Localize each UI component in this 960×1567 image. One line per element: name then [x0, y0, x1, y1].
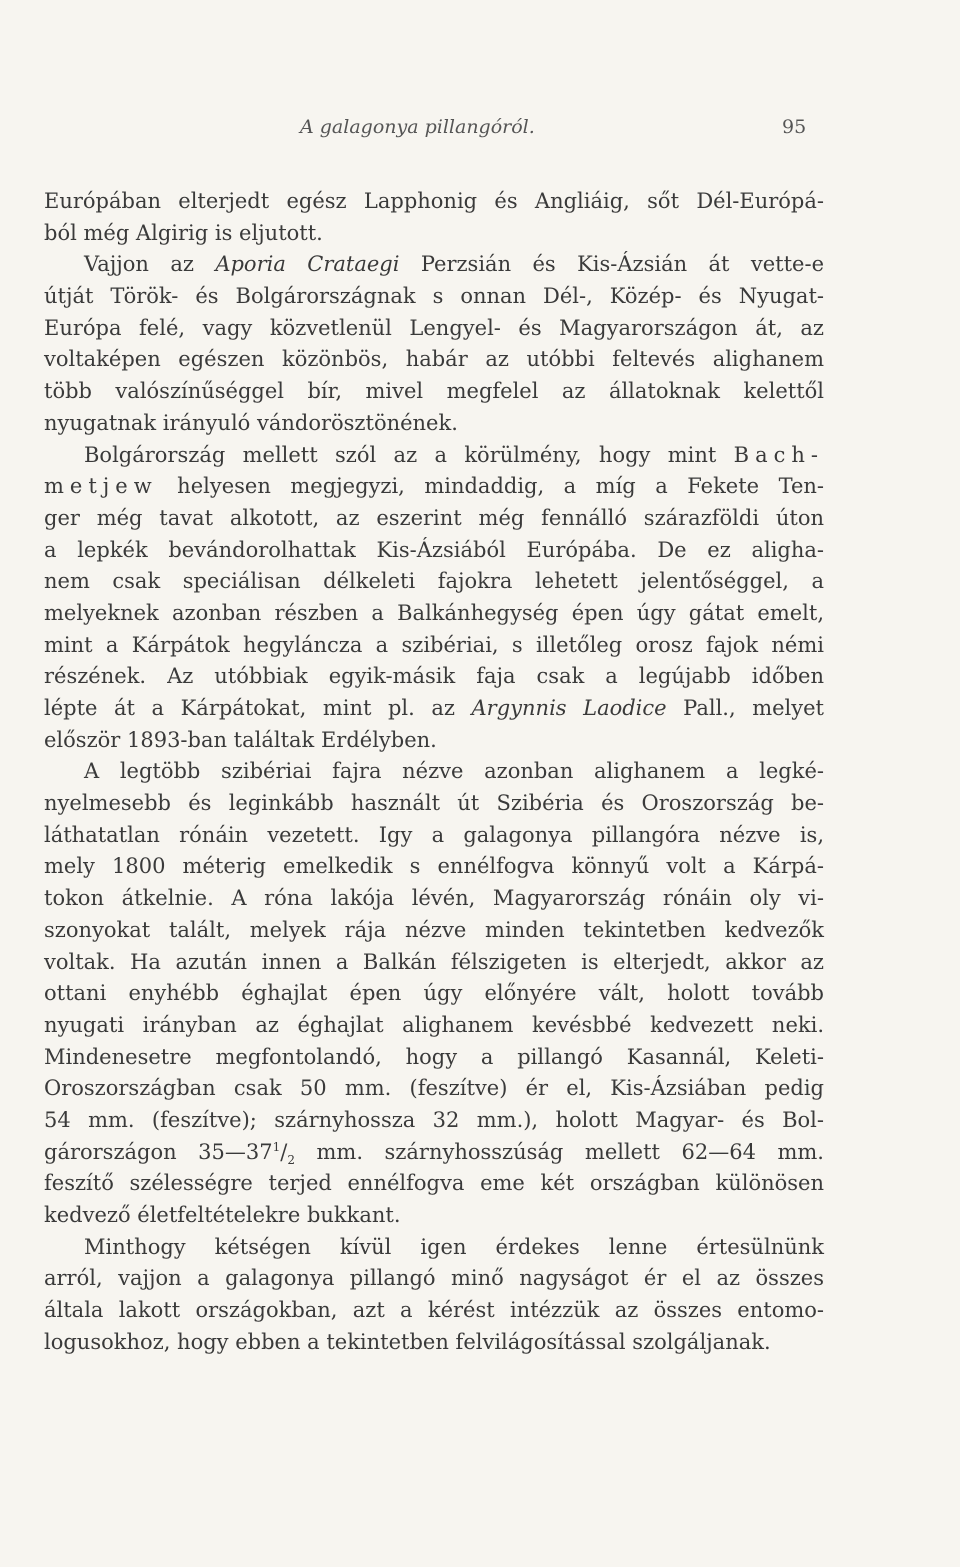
- text-run: 1: [272, 1139, 281, 1154]
- text-line: [44, 915, 824, 947]
- text-run: Oroszországban csak 50 mm. (feszítve) ér el, Kis-Ázsiában pedig: [44, 1076, 824, 1101]
- italic-term: Aporia Crataegi: [215, 252, 400, 277]
- text-run: útját Török- és Bolgárországnak s onnan Dél-, Közép- és Nyugat-: [44, 284, 824, 309]
- text-run: Bolgárország mellett szól az a körülmény, hogy mint: [84, 442, 734, 467]
- spaced-name: Bach-: [733, 442, 824, 467]
- text-line: [44, 693, 824, 725]
- running-title: A galagonya pillangóról.: [300, 116, 535, 138]
- text-line: [44, 186, 824, 218]
- text-line: [44, 408, 824, 440]
- text-run: arról, vajjon a galagonya pillangó minő nagyságot ér el az összes: [44, 1266, 824, 1291]
- text-line: [44, 598, 824, 630]
- text-line: [44, 535, 824, 567]
- text-run: ottani enyhébb éghajlat épen úgy előnyére vált, holott tovább: [44, 981, 824, 1006]
- text-run: Vajjon az: [84, 252, 216, 277]
- page-number: 95: [782, 116, 807, 138]
- text-run: 54 mm. (feszítve); szárnyhossza 32 mm.), holott Magyar- és Bol-: [44, 1107, 824, 1132]
- text-line: [44, 661, 824, 693]
- text-line: [44, 1295, 824, 1327]
- text-line: [44, 978, 824, 1010]
- text-run: a lepkék bevándorolhattak Kis-Ázsiából Európába. De ez aligha-: [44, 537, 824, 562]
- text-run: nyelmesebb és leginkább használt út Szibéria és Oroszország be-: [44, 791, 824, 816]
- text-line: [44, 1105, 824, 1137]
- text-line: [44, 1168, 824, 1200]
- text-line: [44, 725, 824, 757]
- text-line: [44, 756, 824, 788]
- text-line: [44, 1200, 824, 1232]
- spaced-name: metjew: [44, 474, 158, 499]
- text-run: láthatatlan rónáin vezetett. Igy a galagonya pillangóra nézve is,: [44, 822, 824, 847]
- text-line: [44, 820, 824, 852]
- text-line: [44, 947, 824, 979]
- text-run: több valószínűséggel bír, mivel megfelel az állatoknak kelettől: [44, 379, 824, 404]
- text-line: [44, 851, 824, 883]
- text-line: [44, 249, 824, 281]
- text-run: 2: [287, 1152, 295, 1167]
- text-line: [44, 1010, 824, 1042]
- text-line: [44, 503, 824, 535]
- text-run: A legtöbb szibériai fajra nézve azonban alighanem a legké-: [84, 759, 824, 784]
- text-line: [44, 313, 824, 345]
- text-run: ból még Algirig is eljutott.: [44, 220, 323, 245]
- text-run: gárországon 35—37: [44, 1139, 273, 1164]
- text-run: kedvező életfeltételekre bukkant.: [44, 1203, 401, 1227]
- text-line: [44, 471, 824, 503]
- body-text: [44, 186, 824, 1358]
- text-line: [44, 883, 824, 915]
- text-run: általa lakott országokban, azt a kérést intézzük az összes entomo-: [44, 1298, 824, 1323]
- text-run: Európában elterjedt egész Lapphonig és Angliáig, sőt Dél-Európá-: [44, 189, 824, 213]
- text-run: melyeknek azonban részben a Balkánhegység épen úgy gátat emelt,: [44, 600, 824, 625]
- text-run: feszítő szélességre terjed ennélfogva eme két országban különösen: [44, 1171, 824, 1196]
- text-run: /: [280, 1139, 288, 1164]
- text-line: [44, 630, 824, 662]
- text-run: helyesen megjegyzi, mindaddig, a míg a Fekete Ten-: [157, 474, 824, 499]
- text-run: szonyokat talált, melyek rája nézve minden tekintetben kedvezők: [44, 917, 824, 942]
- text-run: lépte át a Kárpátokat, mint pl. az: [44, 696, 472, 720]
- text-run: először 1893-ban találtak Erdélyben.: [44, 727, 437, 752]
- text-run: tokon átkelnie. A róna lakója lévén, Magyarország rónáin oly vi-: [44, 886, 824, 911]
- text-line: [44, 440, 824, 472]
- text-run: ger még tavat alkotott, az eszerint még fennálló szárazföldi úton: [44, 505, 824, 530]
- text-line: [44, 376, 824, 408]
- text-line: [44, 1073, 824, 1105]
- text-run: voltak. Ha azután innen a Balkán félszigeten is elterjedt, akkor az: [44, 949, 824, 974]
- text-line: [44, 1137, 824, 1169]
- text-line: [44, 566, 824, 598]
- text-run: Mindenesetre megfontolandó, hogy a pillangó Kasannál, Keleti-: [44, 1044, 824, 1069]
- text-run: részének. Az utóbbiak egyik-másik faja csak a legújabb időben: [44, 664, 824, 689]
- text-run: Európa felé, vagy közvetlenül Lengyel- és Magyarországon át, az: [44, 315, 824, 340]
- text-line: [44, 1042, 824, 1074]
- text-run: mely 1800 méterig emelkedik s ennélfogva könnyű volt a Kárpá-: [44, 854, 824, 879]
- text-run: mint a Kárpátok hegyláncza a szibériai, s illetőleg orosz fajok némi: [44, 632, 824, 657]
- italic-term: Argynnis Laodice: [471, 696, 667, 720]
- text-run: Pall., melyet: [666, 696, 824, 720]
- text-run: voltaképen egészen közönbös, habár az utóbbi feltevés alighanem: [44, 347, 824, 372]
- text-run: nyugati irányban az éghajlat alighanem kevésbbé kedvezett neki.: [44, 1012, 824, 1037]
- text-line: [44, 788, 824, 820]
- page-header: [0, 116, 960, 146]
- text-run: logusokhoz, hogy ebben a tekintetben felvilágosítással szolgáljanak.: [44, 1329, 771, 1354]
- text-line: [44, 281, 824, 313]
- text-line: [44, 218, 824, 250]
- text-run: nyugatnak irányuló vándorösztönének.: [44, 410, 458, 435]
- text-line: [44, 1232, 824, 1264]
- text-run: mm. szárnyhosszúság mellett 62—64 mm.: [294, 1139, 824, 1164]
- text-run: Perzsián és Kis-Ázsián át vette-e: [399, 252, 825, 277]
- text-run: Minthogy kétségen kívül igen érdekes lenne értesülnünk: [84, 1234, 824, 1259]
- text-line: [44, 1327, 824, 1359]
- text-line: [44, 344, 824, 376]
- text-line: [44, 1263, 824, 1295]
- text-run: nem csak speciálisan délkeleti fajokra lehetett jelentőséggel, a: [44, 569, 824, 594]
